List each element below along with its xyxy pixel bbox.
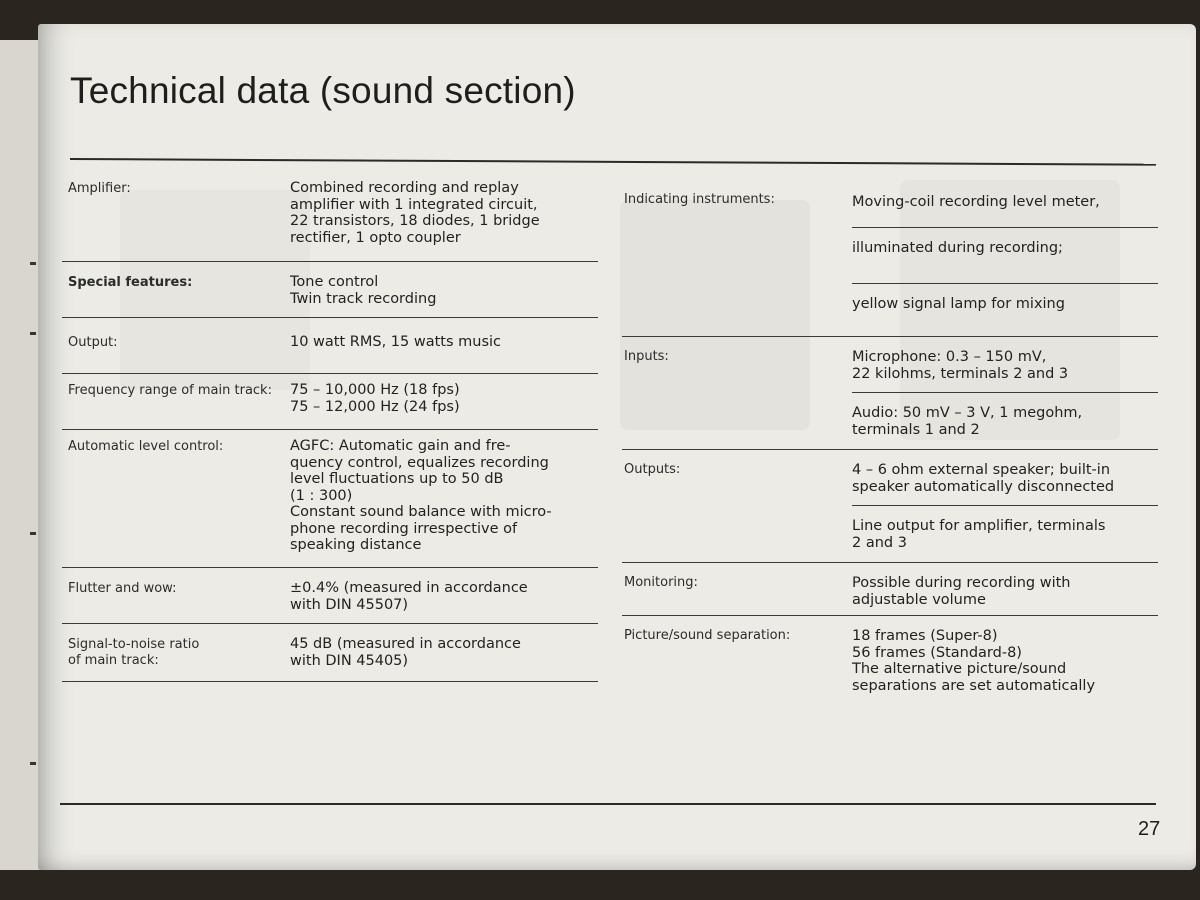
spec-row xyxy=(62,262,598,318)
spec-value-segment xyxy=(852,563,1158,615)
spec-value: Combined recording and replay amplifier with 1 integrated circuit, 22 transistors, 18 diodes, 1 bridge rectifier, 1 opto coupler xyxy=(290,180,540,246)
spec-row xyxy=(622,563,1158,616)
spec-value: Line output for amplifier, terminals 2 and 3 xyxy=(852,518,1106,551)
spec-value: Moving-coil recording level meter, xyxy=(852,194,1100,210)
spine-mark xyxy=(30,332,36,335)
spec-value: 75 – 10,000 Hz (18 fps) 75 – 12,000 Hz (24 fps) xyxy=(290,382,460,415)
spec-value-segment xyxy=(852,182,1158,228)
spec-value: Possible during recording with adjustable volume xyxy=(852,575,1071,608)
spec-label: Flutter and wow: xyxy=(68,581,177,596)
spec-value-segment xyxy=(852,506,1158,562)
spec-value-segment xyxy=(852,284,1158,336)
bottom-rule xyxy=(60,803,1156,805)
right-spec-column xyxy=(622,182,1158,694)
page-title: Technical data (sound section) xyxy=(70,70,576,111)
spec-value: ±0.4% (measured in accordance with DIN 45507) xyxy=(290,580,528,613)
spec-row xyxy=(622,450,1158,563)
spec-value: Tone control Twin track recording xyxy=(290,274,437,307)
spec-label: Monitoring: xyxy=(624,575,698,590)
spec-row xyxy=(62,374,598,430)
spec-value-segment xyxy=(852,228,1158,284)
spec-value-segment xyxy=(852,450,1158,506)
spec-row xyxy=(62,170,598,262)
spine-mark xyxy=(30,262,36,265)
spec-label: Picture/sound separation: xyxy=(624,628,791,643)
spec-row xyxy=(62,568,598,624)
spec-value: Microphone: 0.3 – 150 mV, 22 kilohms, terminals 2 and 3 xyxy=(852,349,1069,382)
spec-value: 45 dB (measured in accordance with DIN 45405) xyxy=(290,636,521,669)
spec-value-segment xyxy=(852,337,1158,393)
spec-label: Signal-to-noise ratio of main track: xyxy=(68,637,200,668)
spec-row xyxy=(62,430,598,568)
spec-value-segment xyxy=(852,393,1158,449)
spec-label: Inputs: xyxy=(624,349,669,364)
spec-value: illuminated during recording; xyxy=(852,240,1063,256)
spec-label: Indicating instruments: xyxy=(624,192,775,207)
spec-row xyxy=(622,337,1158,450)
spine-mark xyxy=(30,532,36,535)
spec-label: Amplifier: xyxy=(68,181,131,196)
spec-row xyxy=(622,616,1158,694)
spec-value-segment xyxy=(852,616,1158,694)
spec-label: Outputs: xyxy=(624,462,681,477)
spec-label: Automatic level control: xyxy=(68,439,224,454)
spec-row xyxy=(622,182,1158,337)
spec-value: yellow signal lamp for mixing xyxy=(852,296,1065,312)
spec-value: Audio: 50 mV – 3 V, 1 megohm, terminals 1 and 2 xyxy=(852,405,1083,438)
spec-label: Output: xyxy=(68,335,118,350)
spec-row xyxy=(62,318,598,374)
spec-value: 18 frames (Super-8) 56 frames (Standard-8) The alternative picture/sound separations are set automatically xyxy=(852,628,1096,694)
left-spec-column xyxy=(62,170,598,682)
page-number: 27 xyxy=(1138,818,1161,840)
spec-label: Frequency range of main track: xyxy=(68,383,272,398)
spine-mark xyxy=(30,762,36,765)
spec-row xyxy=(62,624,598,682)
spec-value: 4 – 6 ohm external speaker; built-in speaker automatically disconnected xyxy=(852,462,1115,495)
spec-label: Special features: xyxy=(68,275,193,290)
spec-value: AGFC: Automatic gain and fre- quency control, equalizes recording level fluctuations up to 50 dB (1 : 300) Constant sound balance with micro- phone recording irrespective of speaking distance xyxy=(290,438,552,553)
spec-value: 10 watt RMS, 15 watts music xyxy=(290,334,502,350)
